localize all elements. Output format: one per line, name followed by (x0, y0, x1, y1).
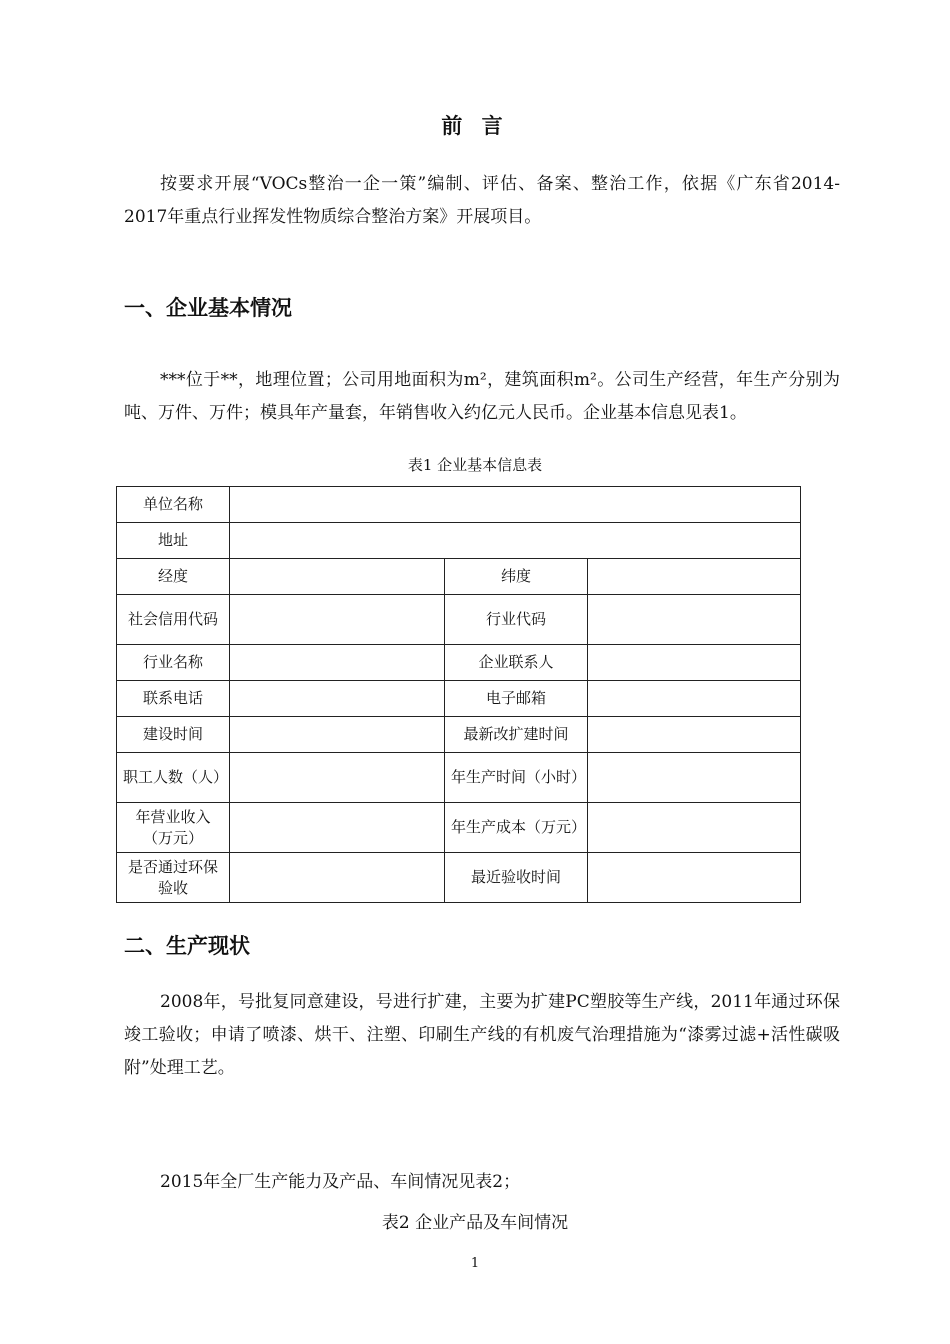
enterprise-info-table (116, 486, 801, 903)
row-label: 电子邮箱 (445, 681, 588, 717)
row-value (230, 753, 445, 803)
row-label: 职工人数（人） (117, 753, 230, 803)
intro-paragraph: 按要求开展“VOCs整治一企一策”编制、评估、备案、整治工作，依据《广东省2014-2017年重点行业挥发性物质综合整治方案》开展项目。 (124, 174, 840, 227)
row-value (230, 717, 445, 753)
row-value (230, 559, 445, 595)
table2-caption: 表2 企业产品及车间情况 (381, 1213, 569, 1233)
production-paragraph: 2008年，号批复同意建设，号进行扩建，主要为扩建PC塑胶等生产线，2011年通过环保竣工验收；申请了喷漆、烘干、注塑、印刷生产线的有机废气治理措施为“漆雾过滤+活性碳吸附”处理工艺。 (124, 992, 840, 1078)
row-value (588, 595, 801, 645)
row-label: 企业联系人 (445, 645, 588, 681)
row-label: 最近验收时间 (445, 853, 588, 903)
row-value (230, 487, 801, 523)
row-label: 建设时间 (117, 717, 230, 753)
row-value (588, 717, 801, 753)
page-title: 前 言 (441, 113, 509, 138)
table-row (117, 559, 801, 595)
row-value (230, 853, 445, 903)
row-value (588, 645, 801, 681)
row-label: 地址 (117, 523, 230, 559)
row-value (230, 645, 445, 681)
row-label: 行业名称 (117, 645, 230, 681)
table-row (117, 717, 801, 753)
table-row (117, 853, 801, 903)
row-label: 单位名称 (117, 487, 230, 523)
section-heading-basic-info: 一、企业基本情况 (124, 295, 292, 320)
row-value (588, 853, 801, 903)
row-label: 是否通过环保验收 (117, 853, 230, 903)
row-value (230, 803, 445, 853)
row-value (588, 559, 801, 595)
row-label: 联系电话 (117, 681, 230, 717)
row-label: 经度 (117, 559, 230, 595)
table-row (117, 803, 801, 853)
table-row (117, 595, 801, 645)
row-value (588, 681, 801, 717)
row-value (230, 681, 445, 717)
row-value (230, 523, 801, 559)
row-label: 最新改扩建时间 (445, 717, 588, 753)
row-label: 行业代码 (445, 595, 588, 645)
page-number: 1 (470, 1256, 480, 1271)
row-value (588, 803, 801, 853)
table-row (117, 681, 801, 717)
table2-reference: 2015年全厂生产能力及产品、车间情况见表2； (160, 1172, 521, 1192)
row-label: 年生产成本（万元） (445, 803, 588, 853)
table-row (117, 645, 801, 681)
row-label: 年生产时间（小时） (445, 753, 588, 803)
basic-info-paragraph: ***位于**，地理位置；公司用地面积为m²，建筑面积m²。公司生产经营，年生产分别为吨、万件、万件；模具年产量套，年销售收入约亿元人民币。企业基本信息见表1。 (124, 370, 840, 423)
section-heading-production: 二、生产现状 (124, 933, 250, 958)
table1-caption: 表1 企业基本信息表 (407, 456, 543, 474)
row-label: 年营业收入（万元） (117, 803, 230, 853)
table-row (117, 523, 801, 559)
table-row (117, 753, 801, 803)
row-value (230, 595, 445, 645)
row-label: 社会信用代码 (117, 595, 230, 645)
table-row (117, 487, 801, 523)
row-value (588, 753, 801, 803)
row-label: 纬度 (445, 559, 588, 595)
